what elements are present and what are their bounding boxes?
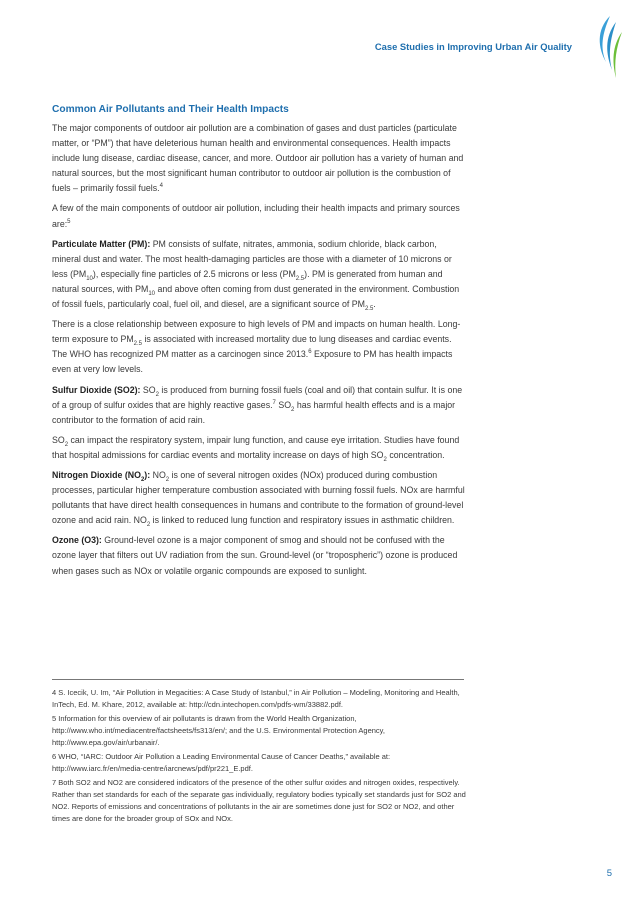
footnote-ref-5[interactable]: 5	[67, 218, 71, 225]
main-content	[52, 104, 468, 584]
footnote-ref-7[interactable]: 7	[272, 399, 276, 406]
paragraph-intro: The major components of outdoor air pollution are a combination of gases and dust particles (particulate matter, or “PM”) that have deleterious human health and environmental consequences. Health impacts include lung disease, cardiac disease, cancer, and more. Outdoor air pollution has a variety of human and natural sources, but the most significant human contributor to outdoor air pollution is the combustion of fuels – primarily fossil fuels.$^4$	[52, 123, 464, 194]
footnote-4: 4 S. Icecik, U. Im, “Air Pollution in Megacities: A Case Study of Istanbul,” in Air Pollution – Modeling, Monitoring and Health, InTech, Ed. M. Khare, 2012, available at: http://cdn.intechopen.com/pdfs-wm/33882.pdf.	[52, 688, 460, 709]
footnote-ref-4[interactable]: 4	[159, 183, 163, 190]
paragraph-ozone: Ozone (O3): Ground-level ozone is a major component of smog and should not be confused with the ozone layer that filters out UV radiation from the sun. Ground-level (or “tropospheric”) ozone is produced when gases such as NOx or volatile organic compounds are exposed to sunlight.	[52, 535, 458, 576]
term-ozone: Ozone (O3):	[52, 535, 102, 546]
paragraph-main-components: A few of the main components of outdoor air pollution, including their health impacts and primary sources are:$^5$	[52, 203, 460, 229]
page-number: 5	[606, 868, 612, 879]
paragraph-sulfur-dioxide: Sulfur Dioxide (SO2): $SO_2$ is produced from burning fossil fuels (coal and oil) that contain sulfur. It is one of a group of sulfur oxides that are highly reactive gases.$^7$ $SO_2$ has harmful health effects and is a major contributor to the formation of acid rain.	[52, 384, 463, 425]
footnote-ref-6[interactable]: 6	[308, 349, 312, 356]
footnote-divider	[52, 679, 464, 680]
paragraph-particulate-matter: Particulate Matter (PM): PM consists of sulfate, nitrates, ammonia, sodium chloride, black carbon, mineral dust and water. The most health-damaging particles are those with a diameter of 10 microns or less $(PM_{10})$, especially fine particles of 2.5 microns or less $(PM_{2.5})$. PM is generated from human and natural sources, with $PM_{10}$ and above often coming from dust generated in the environment. Combustion of fossil fuels, particularly coal, fuel oil, and diesel, are a significant source of $PM_{2.5}$.	[52, 238, 460, 312]
footnotes	[52, 687, 470, 827]
footnote-6: 6 WHO, “IARC: Outdoor Air Pollution a Leading Environmental Cause of Cancer Deaths,” available at: http://www.iarc.fr/en/media-centre/iarcnews/pdf/pr221_E.pdf.	[52, 752, 391, 773]
footnote-5: 5 Information for this overview of air pollutants is drawn from the World Health Organization, http://www.who.int/mediacentre/factsheets/fs313/en/; and the U.S. Environmental Protection Agency, http://www.epa.gov/air/urbanair/.	[52, 714, 385, 747]
paragraph-nitrogen-dioxide: Nitrogen Dioxide $(NO_2)$: $NO_2$ is one of several nitrogen oxides (NOx) produced during combustion processes, particular higher temperature combustion associated with burning fossil fuels. NOx are harmful pollutants that have direct health consequences in humans and contribute to the formation of ground-level ozone and acid rain. $NO_2$ is linked to reduced lung function and respiratory issues in asthmatic children.	[52, 469, 465, 528]
section-title: Common Air Pollutants and Their Health Impacts	[52, 104, 289, 115]
term-sulfur-dioxide: Sulfur Dioxide (SO2):	[52, 384, 141, 395]
term-particulate-matter: Particulate Matter (PM):	[52, 238, 151, 249]
paragraph-so2-health: $SO_2$ can impact the respiratory system, impair lung function, and cause eye irritation. Studies have found that hospital admissions for cardiac events and mortality increase on days of high $SO_2$ concentration.	[52, 434, 460, 463]
term-nitrogen-dioxide: Nitrogen Dioxide $(NO_2)$:	[52, 469, 151, 483]
footnote-7: 7 Both SO2 and NO2 are considered indicators of the presence of the other sulfur oxides and nitrogen oxides, respectively. Rather than set standards for each of the separate gas individually, regulatory bodies typically set standards just for SO2 and NO2. Reports of emissions and concentrations of pollutants in the air are sometimes done just for SO2 or NO2, and other times are done for the broader group of SOx and NOx.	[52, 778, 466, 823]
running-header-title: Case Studies in Improving Urban Air Quality	[374, 41, 572, 52]
paragraph-pm-health: There is a close relationship between exposure to high levels of PM and impacts on human health. Long-term exposure to $PM_{2.5}$ is associated with increased mortality due to lung diseases and cardiac events. The WHO has recognized PM matter as a carcinogen since 2013.$^6$ Exposure to PM has health impacts even at very low levels.	[52, 319, 461, 375]
flame-leaf-logo-icon	[588, 14, 628, 80]
